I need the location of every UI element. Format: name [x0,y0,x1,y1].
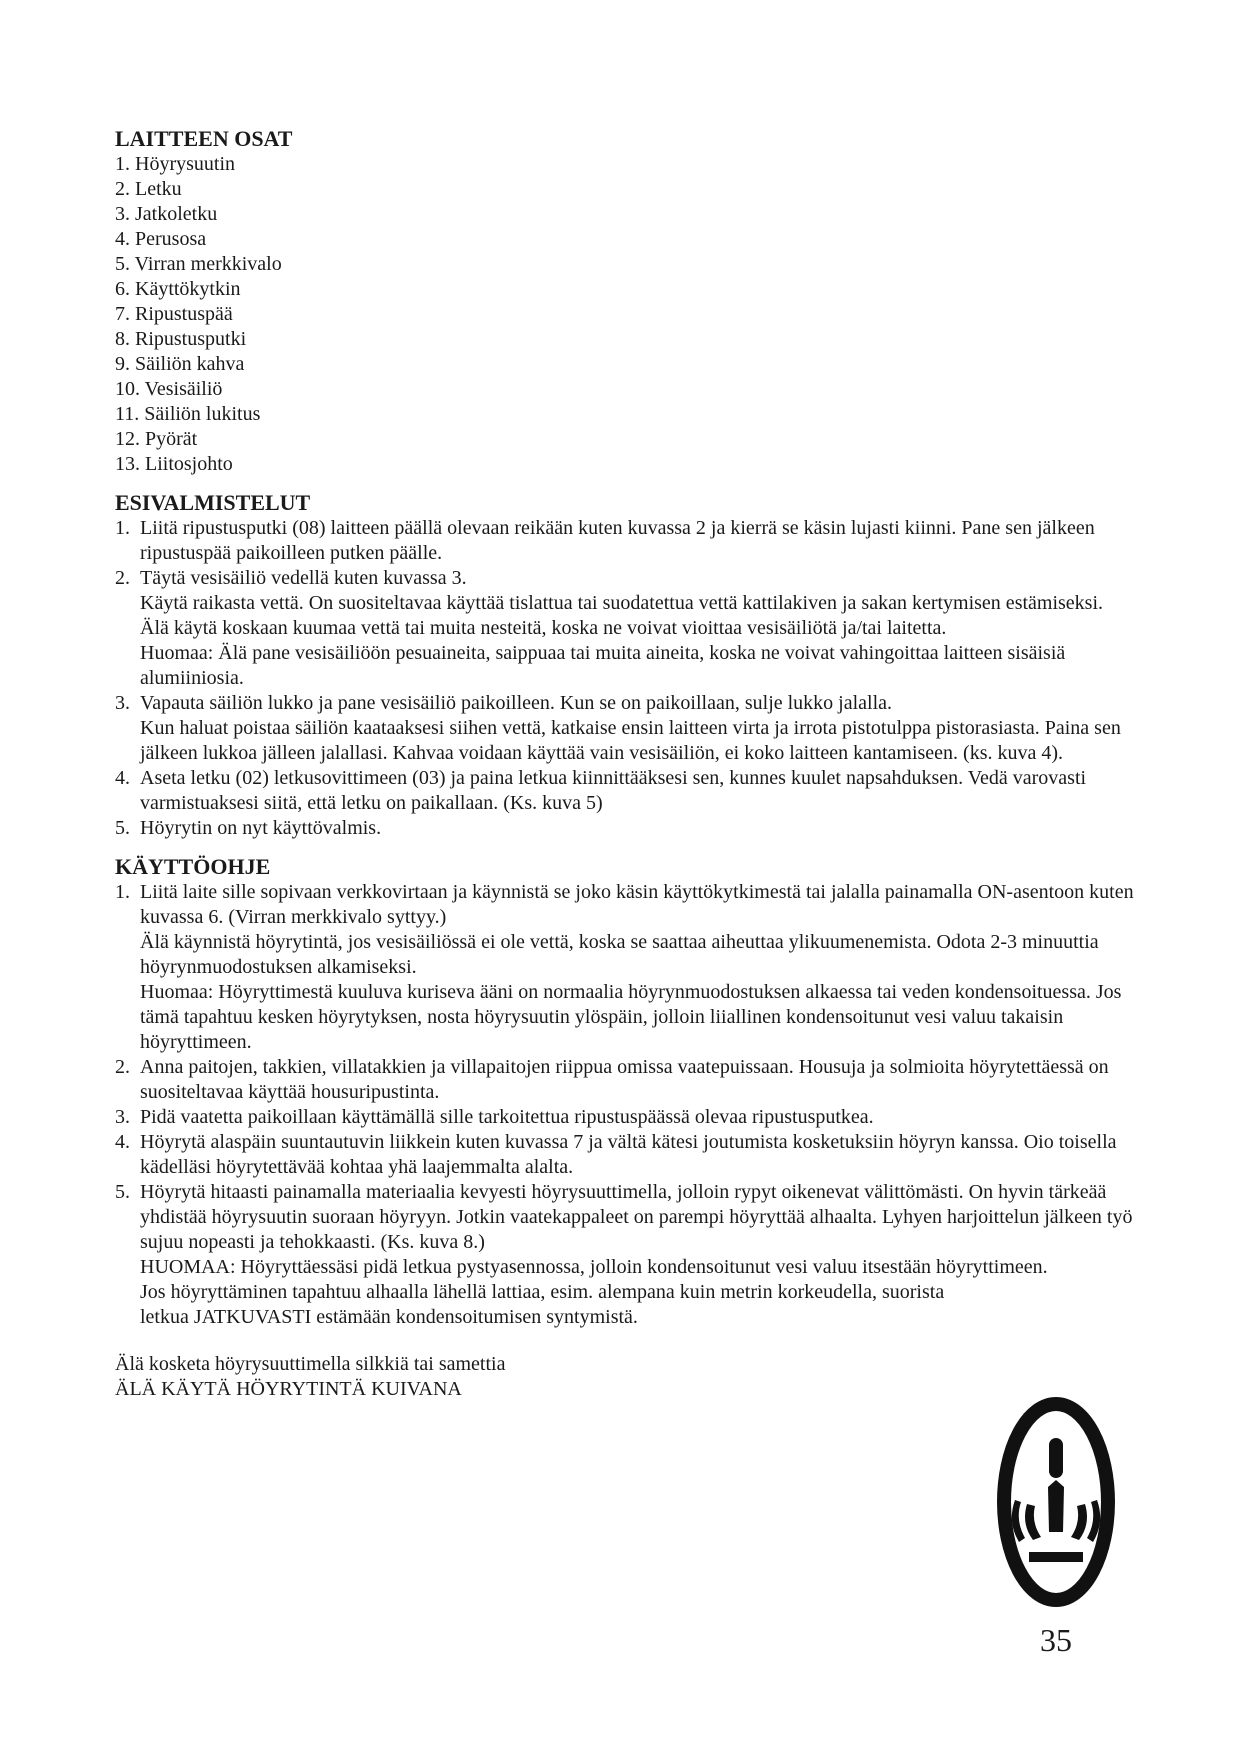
usage-steps [115,880,1135,1330]
list-item: 5. Virran merkkivalo [115,253,282,275]
step-number: 2. [115,1056,130,1078]
step-text: Höyrytä alaspäin suuntautuvin liikkein kuten kuvassa 7 ja vältä kätesi joutumista kosketuksiin höyryn kanssa. Oio toisella kädelläsi höyrytettävää kohtaa yhä laajemmalta alalta. [140,1131,1117,1178]
step-text: Aseta letku (02) letkusovittimeen (03) ja paina letkua kiinnittääksesi sen, kunnes kuulet napsahduksen. Vedä varovasti varmistuaksesi siitä, että letku on paikallaan. (Ks. kuva 5) [140,767,1087,814]
list-item: 10. Vesisäiliö [115,378,223,400]
step-text: Liitä laite sille sopivaan verkkovirtaan ja käynnistä se joko käsin käyttökytkimestä tai jalalla painamalla ON-asentoon kuten kuvassa 6. (Virran merkkivalo syttyy.) [140,881,1134,928]
step-text: Huomaa: Höyryttimestä kuuluva kuriseva ääni on normaalia höyrynmuodostuksen alkaessa tai veden kondensoituessa. Jos tämä tapahtuu kesken höyrytyksen, nosta höyrysuutin ylöspäin, jolloin liiallinen kondensoitunut vesi valuu takaisin höyryttimeen. [140,981,1122,1053]
list-item: 1. Höyrysuutin [115,153,235,175]
step-text: Kun haluat poistaa säiliön kaataaksesi siihen vettä, katkaise ensin laitteen virta ja irrota pistotulppa pistorasiasta. Paina sen jälkeen lukkoa jälleen jalallasi. Kahvaa voidaan käyttää vain vesisäiliön, ei koko laitteen kantamiseen. (ks. kuva 4). [140,717,1121,764]
list-item: 9. Säiliön kahva [115,353,245,375]
list-item [115,691,1135,766]
step-text: Älä käynnistä höyrytintä, jos vesisäiliössä ei ole vettä, koska se saattaa aiheuttaa ylikuumenemista. Odota 2-3 minuuttia höyrynmuodostuksen alkamiseksi. [140,931,1099,978]
steam-symbol-icon [993,1392,1119,1612]
step-text: Huomaa: Älä pane vesisäiliöön pesuaineita, saippuaa tai muita aineita, koska ne voivat vahingoittaa laitteen sisäisiä alumiiniosia. [140,642,1066,689]
list-item: 13. Liitosjohto [115,453,233,475]
list-item [115,1180,1135,1330]
step-text: Käytä raikasta vettä. On suositeltavaa käyttää tislattua tai suodatettua vettä kattilakiven ja sakan kertymisen estämiseksi. Älä käytä koskaan kuumaa vettä tai muita nesteitä, koska ne voivat vioittaa vesisäiliötä ja/tai laitetta. [140,592,1104,639]
list-item: 6. Käyttökytkin [115,278,241,300]
prep-section [115,490,1135,841]
step-number: 5. [115,817,130,839]
step-text: Jos höyryttäminen tapahtuu alhaalla lähellä lattiaa, esim. alempana kuin metrin korkeudella, suorista letkua JATKUVASTI estämään kondensoitumisen syntymistä. [140,1281,945,1328]
list-item: 2. Letku [115,178,182,200]
list-item [115,880,1135,1055]
step-text: HUOMAA: Höyryttäessäsi pidä letkua pystyasennossa, jolloin kondensoitunut vesi valuu itsestään höyryttimeen. [140,1256,1048,1278]
step-number: 1. [115,881,130,903]
list-item [115,766,1135,816]
parts-section [115,126,1135,477]
document-body [115,126,1135,1402]
list-item: 7. Ripustuspää [115,303,233,325]
step-text: Vapauta säiliön lukko ja pane vesisäiliö paikoilleen. Kun se on paikoillaan, sulje lukko jalalla. [140,692,893,714]
list-item [115,516,1135,566]
list-item [115,1105,1135,1130]
step-number: 4. [115,1131,130,1153]
step-text: Pidä vaatetta paikoillaan käyttämällä sille tarkoitettua ripustuspäässä olevaa ripustusputkea. [140,1106,874,1128]
page-number: 35 [1040,1622,1072,1658]
prep-steps [115,516,1135,841]
list-item [115,566,1135,691]
step-number: 5. [115,1181,130,1203]
usage-section [115,854,1135,1330]
parts-list [115,152,1135,477]
list-item: 8. Ripustusputki [115,328,247,350]
list-item [115,1055,1135,1105]
parts-heading: LAITTEEN OSAT [115,126,293,151]
step-text: Anna paitojen, takkien, villatakkien ja villapaitojen riippua omissa vaatepuissaan. Housuja ja solmioita höyrytettäessä on suositeltavaa käyttää housuripustinta. [140,1056,1109,1103]
warnings-section [115,1352,1135,1402]
step-number: 1. [115,517,130,539]
usage-heading: KÄYTTÖOHJE [115,854,271,879]
list-item: 12. Pyörät [115,428,198,450]
step-text: Höyrytin on nyt käyttövalmis. [140,817,382,839]
warning-text: Älä kosketa höyrysuuttimella silkkiä tai samettia [115,1353,506,1375]
step-number: 4. [115,767,130,789]
list-item: 11. Säiliön lukitus [115,403,261,425]
list-item [115,816,1135,841]
warning-text: ÄLÄ KÄYTÄ HÖYRYTINTÄ KUIVANA [115,1378,462,1400]
step-text: Höyrytä hitaasti painamalla materiaalia kevyesti höyrysuuttimella, jolloin rypyt oikenevat välittömästi. On hyvin tärkeää yhdistää höyrysuutin suoraan höyryyn. Jotkin vaatekappaleet on parempi höyryttää alhaalta. Lyhyen harjoittelun jälkeen työ sujuu nopeasti ja tehokkaasti. (Ks. kuva 8.) [140,1181,1133,1253]
list-item: 3. Jatkoletku [115,203,218,225]
step-number: 2. [115,567,130,589]
step-number: 3. [115,1106,130,1128]
step-text: Täytä vesisäiliö vedellä kuten kuvassa 3. [140,567,467,589]
prep-heading: ESIVALMISTELUT [115,490,311,515]
list-item [115,1130,1135,1180]
step-number: 3. [115,692,130,714]
step-text: Liitä ripustusputki (08) laitteen päällä olevaan reikään kuten kuvassa 2 ja kierrä se käsin lujasti kiinni. Pane sen jälkeen ripustuspää paikoilleen putken päälle. [140,517,1095,564]
list-item: 4. Perusosa [115,228,207,250]
